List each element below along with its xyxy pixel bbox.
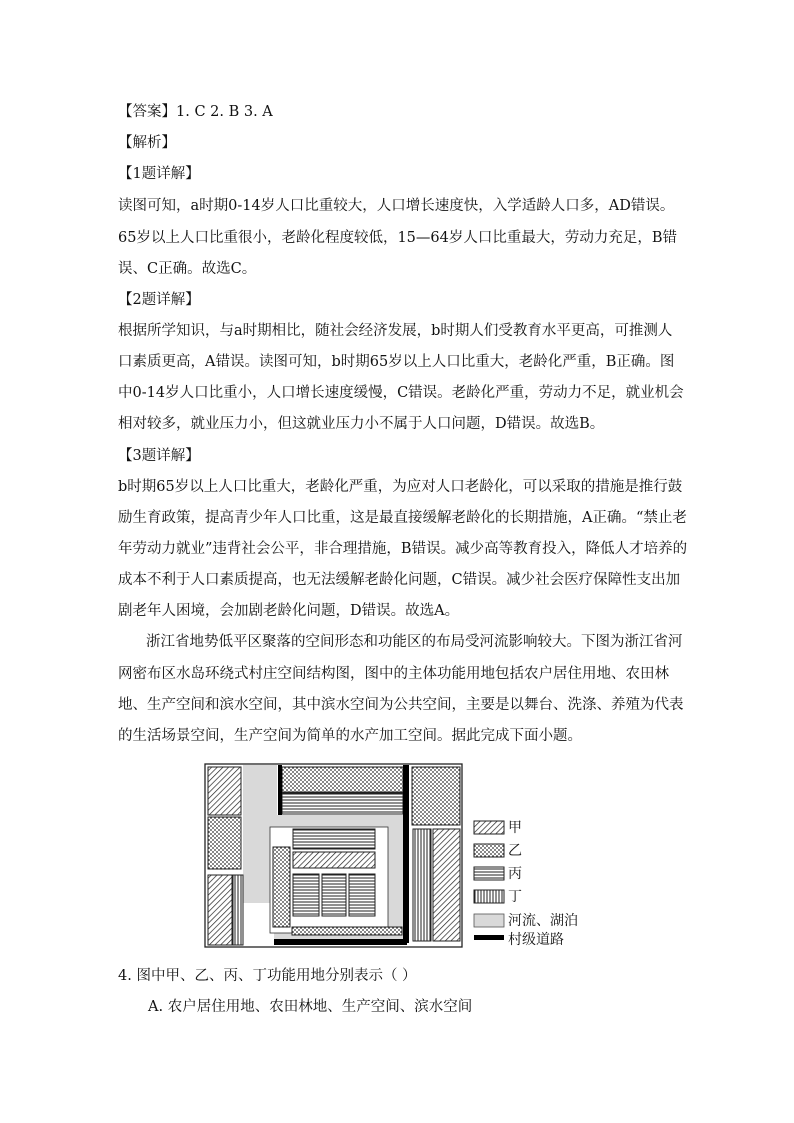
plot-yi (412, 767, 460, 825)
plot-ding (233, 875, 243, 945)
plot-yi (282, 767, 403, 792)
q2-heading: 【2题详解】 (118, 292, 200, 308)
legend-label-yi: 乙 (508, 843, 522, 859)
plot-jia (208, 767, 241, 815)
answer-line: 【答案】1. C 2. B 3. A (118, 104, 273, 120)
legend-swatch-jia (474, 821, 504, 834)
passage-line: 浙江省地势低平区聚落的空间形态和功能区的布局受河流影响较大。下图为浙江省河 (146, 634, 683, 650)
plot-yi (273, 847, 290, 927)
legend-swatch-road (474, 935, 504, 940)
analysis-heading: 【解析】 (118, 135, 176, 151)
plot-bing (282, 793, 403, 814)
plot-bing (293, 829, 375, 849)
plot-ding (413, 829, 431, 941)
plot-jia (208, 875, 232, 945)
q2-line: 相对较多，就业压力小，但这就业压力小不属于人口问题，D错误。故选B。 (118, 416, 605, 432)
plot-yi (292, 927, 402, 935)
legend-label-ding: 丁 (508, 889, 522, 905)
q1-line: 65岁以上人口比重很小，老龄化程度较低，15—64岁人口比重最大，劳动力充足，B错 (118, 230, 678, 246)
question-4-stem: 4. 图中甲、乙、丙、丁功能用地分别表示（ ） (118, 968, 417, 984)
q3-line: 成本不利于人口素质提高，也无法缓解老龄化问题，C错误。减少社会医疗保障性支出加 (118, 572, 681, 588)
plot-bing (349, 874, 375, 916)
plot-jia (293, 852, 375, 868)
village-road (403, 765, 409, 943)
q2-line: 口素质更高，A错误。读图可知，b时期65岁以上人口比重大，老龄化严重，B正确。图 (118, 354, 675, 370)
question-4-option-a: A. 农户居住用地、农田林地、生产空间、滨水空间 (148, 999, 473, 1015)
village-structure-figure (204, 763, 604, 957)
legend-swatch-ding (474, 890, 504, 903)
village-road (274, 939, 407, 945)
legend-swatch-water (474, 914, 504, 927)
plot-bing (293, 874, 319, 916)
legend-label-jia: 甲 (508, 820, 522, 836)
q1-line: 读图可知，a时期0-14岁人口比重较大，人口增长速度快，入学适龄人口多，AD错误。 (118, 198, 675, 214)
q3-heading: 【3题详解】 (118, 448, 200, 464)
plot-jia (433, 829, 460, 941)
village-road (278, 765, 282, 815)
legend-label-road: 村级道路 (508, 932, 564, 948)
q1-heading: 【1题详解】 (118, 166, 200, 182)
passage-line: 网密布区水岛环绕式村庄空间结构图，图中的主体功能用地包括农户居住用地、农田林 (118, 666, 669, 682)
legend-label-water: 河流、湖泊 (508, 913, 578, 929)
q3-line: 剧老年人困境，会加剧老龄化问题，D错误。故选A。 (118, 603, 460, 619)
q2-line: 中0-14岁人口比重小，人口增长速度缓慢，C错误。老龄化严重，劳动力不足，就业机会 (118, 385, 684, 401)
plot-bing (322, 874, 346, 916)
q3-line: 年劳动力就业”违背社会公平，非合理措施，B错误。减少高等教育投入，降低人才培养的 (118, 541, 688, 557)
plot-yi (208, 817, 241, 869)
legend-swatch-bing (474, 867, 504, 880)
legend-label-bing: 丙 (508, 866, 522, 882)
passage-line: 的生活场景空间，生产空间为简单的水产加工空间。据此完成下面小题。 (118, 728, 582, 744)
q2-line: 根据所学知识，与a时期相比，随社会经济发展，b时期人们受教育水平更高，可推测人 (118, 323, 673, 339)
legend-swatch-yi (474, 844, 504, 857)
passage-line: 地、生产空间和滨水空间，其中滨水空间为公共空间，主要是以舞台、洗涤、养殖为代表 (118, 697, 684, 713)
q3-line: 励生育政策，提高青少年人口比重，这是最直接缓解老龄化的长期措施，A正确。“禁止老 (118, 510, 687, 526)
q3-line: b时期65岁以上人口比重大，老龄化严重，为应对人口老龄化，可以采取的措施是推行鼓 (118, 479, 683, 495)
q1-line: 误、C正确。故选C。 (118, 261, 257, 277)
